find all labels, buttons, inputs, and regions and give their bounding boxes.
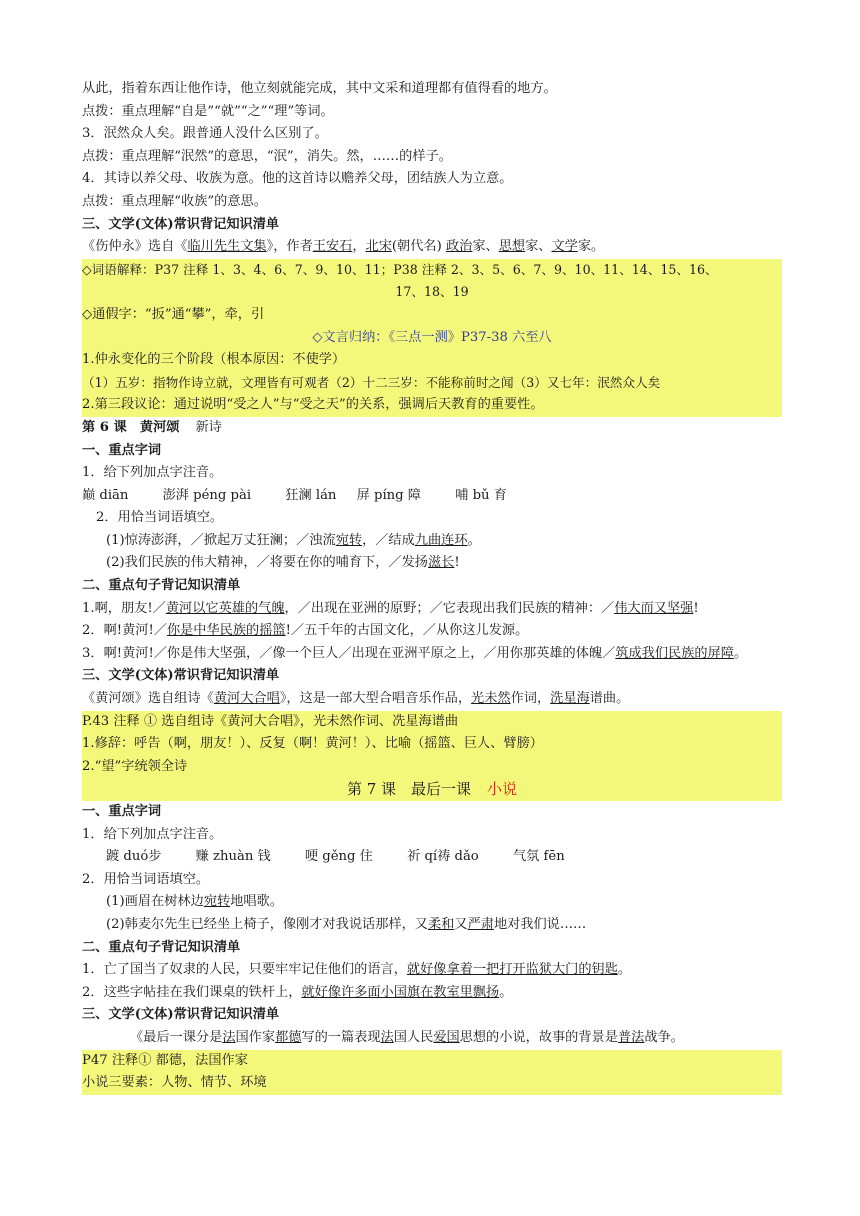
highlight-box-lesson5 [82, 259, 782, 417]
text: 《最后一课分是 [130, 1029, 223, 1045]
lesson6-literature-paragraph [82, 688, 782, 711]
text: (2)韩麦尔先生已经坐上椅子，像刚才对我说话那样，又 [106, 916, 428, 932]
literature-paragraph [82, 236, 782, 259]
text: ! [454, 555, 460, 571]
text: (2)我们民族的伟大精神，／将要在你的哺育下，／发扬 [106, 555, 428, 571]
lesson6-note: P.43 注释 ① 选自组诗《黄河大合唱》，光未然作词、冼星海谱曲 [82, 713, 459, 729]
underlined-text: 宛转 [335, 532, 363, 548]
question-1-answer: （1）五岁：指物作诗立就，文理皆有可观者（2）十二三岁：不能称前时之闻（3）又七年：泯然众人矣 [82, 374, 661, 390]
pinyin-item: 哽 gěng 住 [304, 849, 373, 865]
text: 又 [454, 916, 468, 932]
text: 1．亡了国当了奴隶的人民，只要牢牢记住他们的语言， [82, 962, 407, 978]
underlined-text: 九曲连环 [414, 532, 468, 548]
underlined-text: 光未然 [471, 691, 511, 707]
underlined-text: 北宋 [365, 239, 392, 255]
section-heading-literature: 三、文学(文体)常识背记知识清单 [82, 216, 280, 232]
pinyin-item: 气氛 fēn [512, 849, 565, 865]
underlined-text: 王安石 [312, 239, 353, 255]
lesson6-instruction-2: 2．用恰当词语填空。 [96, 510, 224, 526]
underlined-text: 宛转 [203, 894, 231, 910]
text: (1)画眉在树林边 [106, 894, 204, 910]
lesson7-heading-literature: 三、文学(文体)常识背记知识清单 [82, 1007, 280, 1023]
text: ! [693, 600, 699, 616]
underlined-text: 筑成我们民族的屏障 [615, 645, 734, 661]
lesson7-instruction-1: 1．给下列加点字注音。 [82, 826, 223, 842]
lesson7-note: P47 注释① 都德，法国作家 [82, 1052, 248, 1068]
document-page [82, 78, 782, 1095]
underlined-text: 严肃 [467, 916, 494, 932]
intro-line-4: 点拨：重点理解“泯然”的意思，“泯”，消失。然，……的样子。 [82, 148, 452, 164]
text: 地对我们说…… [493, 916, 587, 932]
intro-line-1: 从此，指着东西让他作诗，他立刻就能完成，其中文采和道理都有值得看的地方。 [82, 81, 557, 96]
lesson7-fill-1 [82, 891, 782, 914]
text: 。 [734, 645, 748, 661]
text: 2．啊!黄河!／ [82, 623, 167, 639]
lesson6-sentence-2 [82, 620, 782, 643]
lesson6-heading-sentences: 二、重点句子背记知识清单 [82, 578, 241, 594]
text: 作词， [510, 691, 551, 707]
pinyin-item: 祈 qí祷 dǎo [407, 849, 479, 865]
text: 3．啊!黄河!／你是伟大坚强，／像一个巨人／出现在亚洲平原之上，／用你那英雄的体魄／ [82, 645, 616, 661]
lesson7-fill-2 [82, 914, 782, 937]
underlined-text: 法 [380, 1029, 394, 1045]
lesson7-elements: 小说三要素：人物、情节、环境 [82, 1075, 267, 1091]
text: ， [352, 239, 366, 255]
underlined-text: 普法 [617, 1029, 645, 1045]
lesson7-heading-words: 一、重点字词 [82, 804, 162, 819]
pinyin-item: 屏 píng 障 [356, 487, 421, 503]
underlined-text: 爱国 [433, 1029, 460, 1045]
text: 国作家 [235, 1029, 276, 1045]
lesson6-rhetoric: 1.修辞：呼告（啊，朋友！）、反复（啊！黄河！）、比喻（摇篮、巨人、臂膀） [82, 736, 543, 752]
underlined-text: 柔和 [428, 916, 455, 932]
lesson6-pinyin-row [82, 485, 782, 508]
text: 谱曲。 [589, 691, 630, 707]
text: 家。 [577, 239, 605, 255]
lesson6-fill-1 [82, 530, 782, 553]
lesson6-title: 第 6 课 黄河颂 [82, 419, 180, 435]
underlined-text: 滋长 [428, 555, 455, 571]
lesson7-title-row [82, 778, 782, 801]
wenyan-summary: ◇文言归纳：《三点一测》P37-38 六至八 [312, 329, 552, 345]
text: (朝代名) [391, 239, 446, 255]
intro-line-2: 点拨：重点理解“自是”“就”“之”“理”等词。 [82, 103, 334, 119]
underlined-text: 都德 [275, 1029, 302, 1045]
lesson7-sentence-1 [82, 959, 782, 982]
underlined-text: 伟大而又坚强 [614, 600, 694, 616]
text: 家、 [525, 239, 552, 255]
underlined-text: 临川先生文集 [187, 239, 267, 255]
lesson6-fill-2 [82, 552, 782, 575]
vocab-note-line-2: 17、18、19 [395, 284, 469, 300]
text: 地唱歌。 [230, 894, 283, 910]
pinyin-item: 踱 duó步 [106, 849, 162, 865]
lesson7-title: 第 7 课 最后一课 [346, 780, 472, 799]
underlined-text: 文学 [551, 239, 578, 255]
highlight-box-lesson6 [82, 711, 782, 779]
underlined-text: 黄河以它英雄的气魄 [165, 600, 285, 616]
lesson6-sentence-3 [82, 643, 782, 666]
pinyin-item: 巅 diān [82, 487, 129, 503]
lesson7-heading-sentences: 二、重点句子背记知识清单 [82, 939, 241, 955]
pinyin-item: 澎湃 péng pài [162, 487, 252, 503]
pinyin-item: 狂澜 lán [285, 487, 337, 503]
text: 《黄河颂》选自组诗《 [82, 691, 214, 707]
question-1: 1.仲永变化的三个阶段（根本原因：不使学） [82, 352, 346, 368]
text: 战争。 [644, 1029, 684, 1045]
pinyin-item: 哺 bǔ 育 [455, 487, 507, 503]
lesson6-heading-literature: 三、文学(文体)常识背记知识清单 [82, 668, 280, 684]
underlined-text: 你是中华民族的摇篮 [166, 623, 286, 639]
lesson6-instruction-1: 1．给下列加点字注音。 [82, 465, 223, 481]
text: 思想的小说，故事的背景是 [459, 1029, 618, 1045]
text: 写的一篇表现 [301, 1029, 381, 1045]
text: 》，作者 [266, 239, 313, 255]
lesson6-title-row [82, 417, 782, 440]
intro-line-3: 3．泯然众人矣。跟普通人没什么区别了。 [82, 126, 328, 142]
underlined-text: 政治 [445, 239, 473, 255]
tongjia-note: ◇通假字：“扳”通“攀”，牵，引 [82, 306, 265, 322]
lesson6-genre: 新诗 [195, 419, 222, 435]
lesson6-wang: 2.“望”字统领全诗 [82, 758, 188, 774]
text: 1.啊，朋友!／ [82, 600, 166, 616]
text: 《伤仲永》选自《 [82, 239, 188, 255]
intro-line-6: 点拨：重点理解“收族”的意思。 [82, 193, 267, 209]
underlined-text: 思想 [498, 239, 526, 255]
lesson6-heading-words: 一、重点字词 [82, 442, 162, 458]
lesson7-instruction-2: 2．用恰当词语填空。 [82, 871, 210, 887]
lesson7-pinyin-row [82, 846, 782, 869]
underlined-text: 就好像拿着一把打开监狱大门的钥匙 [406, 962, 618, 978]
highlight-box-lesson7 [82, 1050, 782, 1095]
underlined-text: 洗星海 [550, 691, 590, 707]
underlined-text: 黄河大合唱 [213, 691, 280, 707]
text: 2．这些字帖挂在我们课桌的铁杆上， [82, 984, 302, 1000]
text: (1)惊涛澎湃，／掀起万丈狂澜；／浊流 [106, 532, 336, 548]
text: 。 [467, 532, 481, 548]
intro-line-5: 4．其诗以养父母、收族为意。他的这首诗以赡养父母，团结族人为立意。 [82, 171, 513, 187]
pinyin-item: 赚 zhuàn 钱 [195, 849, 271, 865]
text: ，／结成 [362, 532, 415, 548]
text: 。 [499, 984, 513, 1000]
text: 家、 [472, 239, 499, 255]
text: 。 [617, 962, 632, 978]
vocab-note-line-1: ◇词语解释：P37 注释 1、3、4、6、7、9、10、11；P38 注释 2、3、5、6、7、9、10、11、14、15、16、 [82, 261, 718, 277]
text: 国人民 [393, 1029, 434, 1045]
underlined-text: 就好像许多面小国旗在教室里飘扬 [301, 984, 500, 1000]
lesson7-genre: 小说 [487, 780, 518, 799]
text: !／五千年的古国文化，／从你这儿发源。 [285, 623, 529, 639]
underlined-text: 法 [222, 1029, 236, 1045]
question-2: 2.第三段议论：通过说明“受之人”与“受之天”的关系，强调后天教育的重要性。 [82, 397, 544, 413]
lesson7-literature-paragraph [82, 1027, 782, 1050]
text: 》，这是一部大型合唱音乐作品， [279, 691, 472, 707]
lesson6-sentence-1 [82, 598, 782, 621]
text: ，／出现在亚洲的原野；／它表现出我们民族的精神：／ [284, 600, 615, 616]
lesson7-sentence-2 [82, 982, 782, 1005]
